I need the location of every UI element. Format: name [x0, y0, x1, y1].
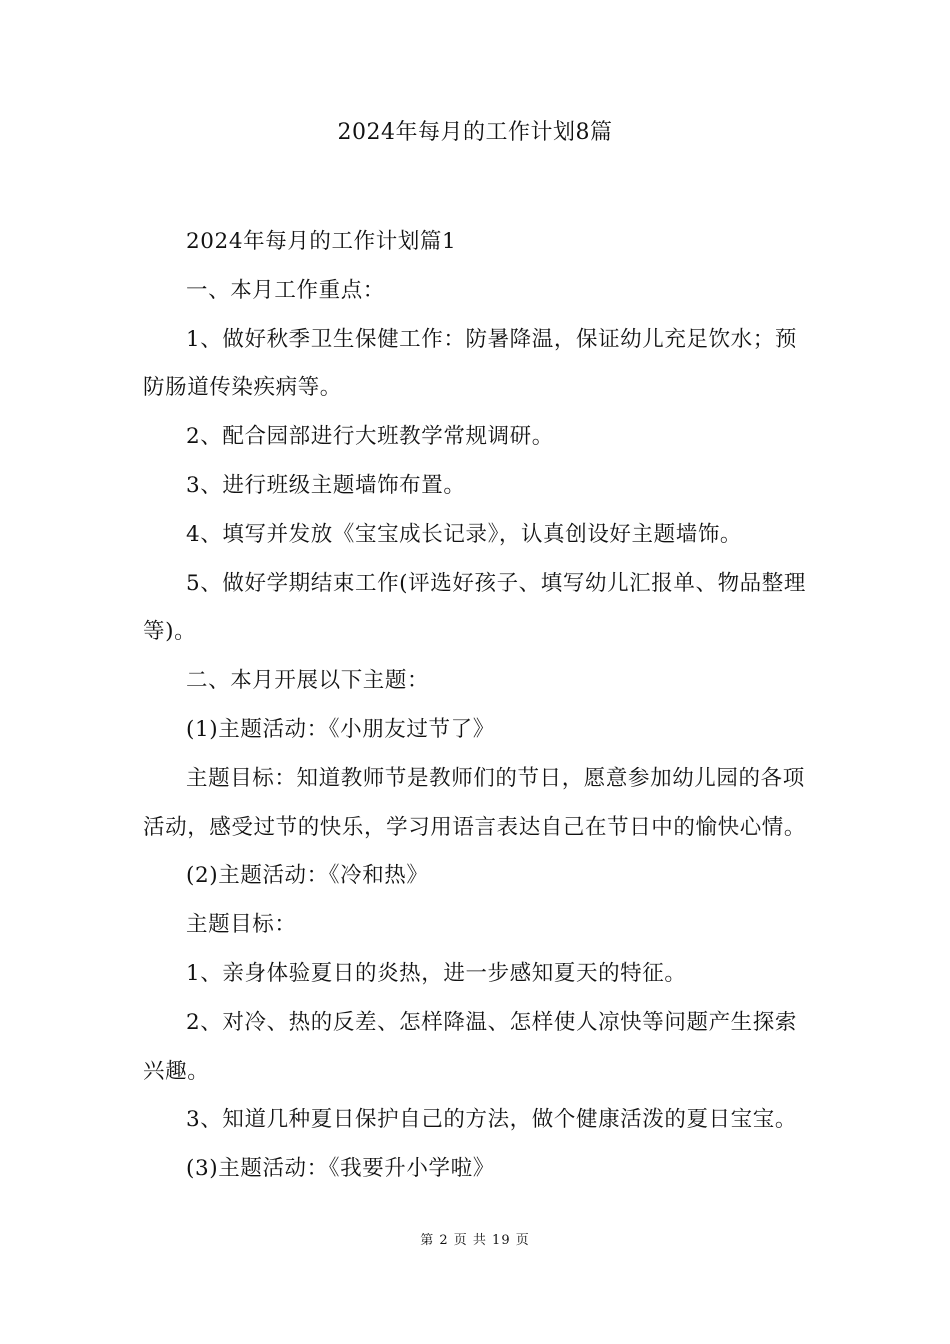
document-body — [143, 218, 808, 1194]
paragraph: (1)主题活动：《小朋友过节了》 — [186, 716, 495, 742]
paragraph: 主题目标：知道教师节是教师们的节日，愿意参加幼儿园的各项活动，感受过节的快乐，学习用语言表达自己在节日中的愉快心情。 — [143, 765, 807, 840]
paragraph: 1、做好秋季卫生保健工作：防暑降温，保证幼儿充足饮水；预防肠道传染疾病等。 — [143, 326, 797, 401]
paragraph: 二、本月开展以下主题： — [186, 668, 430, 694]
page-footer: 第 2 页 共 19 页 — [420, 1233, 530, 1248]
paragraph: (2)主题活动：《冷和热》 — [186, 863, 429, 889]
paragraph: 1、亲身体验夏日的炎热，进一步感知夏天的特征。 — [186, 960, 687, 986]
paragraph: 3、知道几种夏日保护自己的方法，做个健康活泼的夏日宝宝。 — [186, 1107, 797, 1133]
paragraph: 一、本月工作重点： — [186, 277, 385, 303]
section-heading: 2024年每月的工作计划篇1 — [186, 229, 457, 254]
paragraph: 4、填写并发放《宝宝成长记录》，认真创设好主题墙饰。 — [186, 521, 743, 547]
paragraph: 2、对冷、热的反差、怎样降温、怎样使人凉快等问题产生探索兴趣。 — [143, 1009, 797, 1084]
document-title: 2024年每月的工作计划8篇 — [337, 120, 613, 145]
paragraph: 5、做好学期结束工作(评选好孩子、填写幼儿汇报单、物品整理等)。 — [143, 570, 806, 645]
paragraph: 主题目标： — [186, 912, 297, 938]
paragraph: (3)主题活动：《我要升小学啦》 — [186, 1156, 495, 1182]
paragraph: 2、配合园部进行大班教学常规调研。 — [186, 424, 554, 450]
paragraph: 3、进行班级主题墙饰布置。 — [186, 472, 466, 498]
